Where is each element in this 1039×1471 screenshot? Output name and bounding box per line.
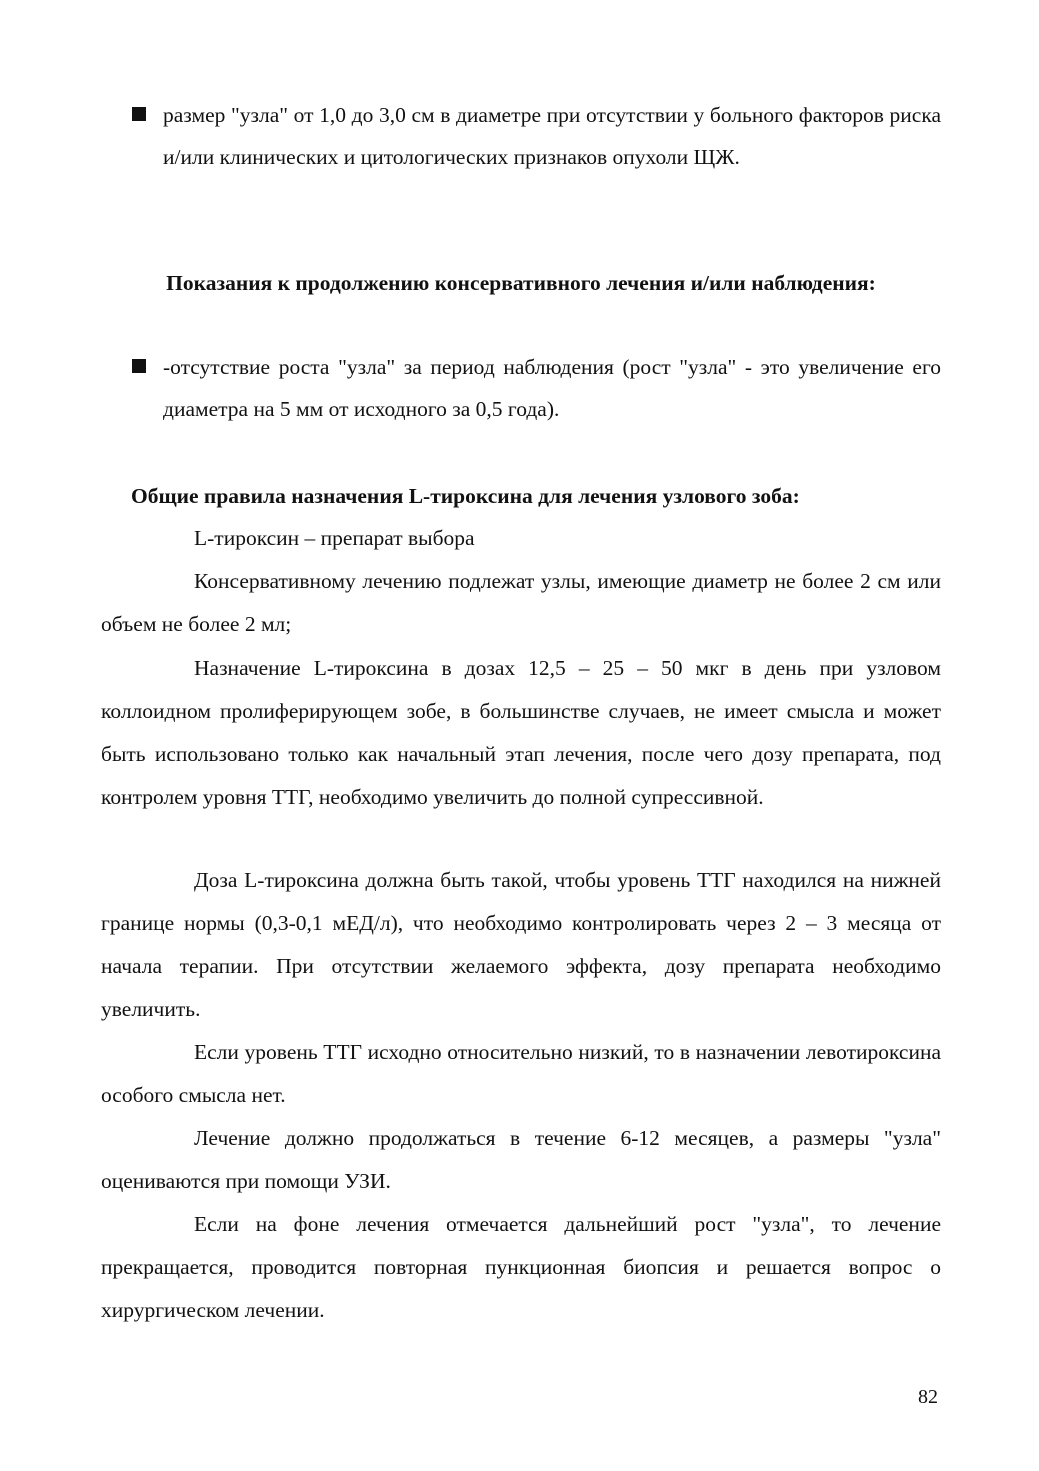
bullet-text: Лечение должно продолжаться в течение 6-12 месяцев, а размеры "узла" оцениваются при помощи УЗИ. (101, 1126, 941, 1193)
bullet-text: Консервативному лечению подлежат узлы, имеющие диаметр не более 2 см или объем не более 2 мл; (101, 569, 941, 636)
bullet-item-dosage (101, 647, 941, 819)
bullet-text: Назначение L-тироксина в дозах 12,5 – 25 – 50 мкг в день при узловом коллоидном пролиферирующем зобе, в большинстве случаев, не имеет смысла и может быть использовано только как начальный этап лечения, после чего дозу препарата, под контролем уровня ТТГ, необходимо увеличить до полной супрессивной. (101, 656, 941, 809)
bullet-text: Если на фоне лечения отмечается дальнейший рост "узла", то лечение прекращается, проводится повторная пункционная биопсия и решается вопрос о хирургическом лечении. (101, 1212, 941, 1322)
section-heading-rules: Общие правила назначения L-тироксина для лечения узлового зоба: (131, 484, 800, 508)
bullet-item-further-growth (101, 1203, 941, 1332)
bullet-text: Доза L-тироксина должна быть такой, чтобы уровень ТТГ находился на нижней границе нормы (0,3-0,1 мЕД/л), что необходимо контролировать через 2 – 3 месяца от начала терапии. При отсутствии желаемого эффекта, дозу препарата необходимо увеличить. (101, 868, 941, 1021)
square-bullet-icon (132, 359, 146, 373)
bullet-text: Если уровень ТТГ исходно относительно низкий, то в назначении левотироксина особого смысла нет. (101, 1040, 941, 1107)
list-item-no-growth (132, 346, 941, 430)
bullet-item-tsh-level (101, 859, 941, 1031)
bullet-text: L-тироксин – препарат выбора (194, 526, 475, 550)
list-item-node-size (132, 94, 941, 178)
section-heading-continuation: Показания к продолжению консервативного лечения и/или наблюдения: (166, 271, 876, 295)
bullet-item-duration (101, 1117, 941, 1203)
page-number: 82 (918, 1386, 938, 1408)
square-bullet-icon (132, 107, 146, 121)
bullet-item-low-tsh (101, 1031, 941, 1117)
bullet-item-conservative (101, 560, 941, 646)
bullet-item-drug-choice (171, 517, 941, 560)
list-item-text: -отсутствие роста "узла" за период наблюдения (рост "узла" - это увеличение его диаметра на 5 мм от исходного за 0,5 года). (163, 355, 941, 421)
list-item-text: размер "узла" от 1,0 до 3,0 см в диаметре при отсутствии у больного факторов риска и/или клинических и цитологических признаков опухоли ЩЖ. (163, 103, 941, 169)
